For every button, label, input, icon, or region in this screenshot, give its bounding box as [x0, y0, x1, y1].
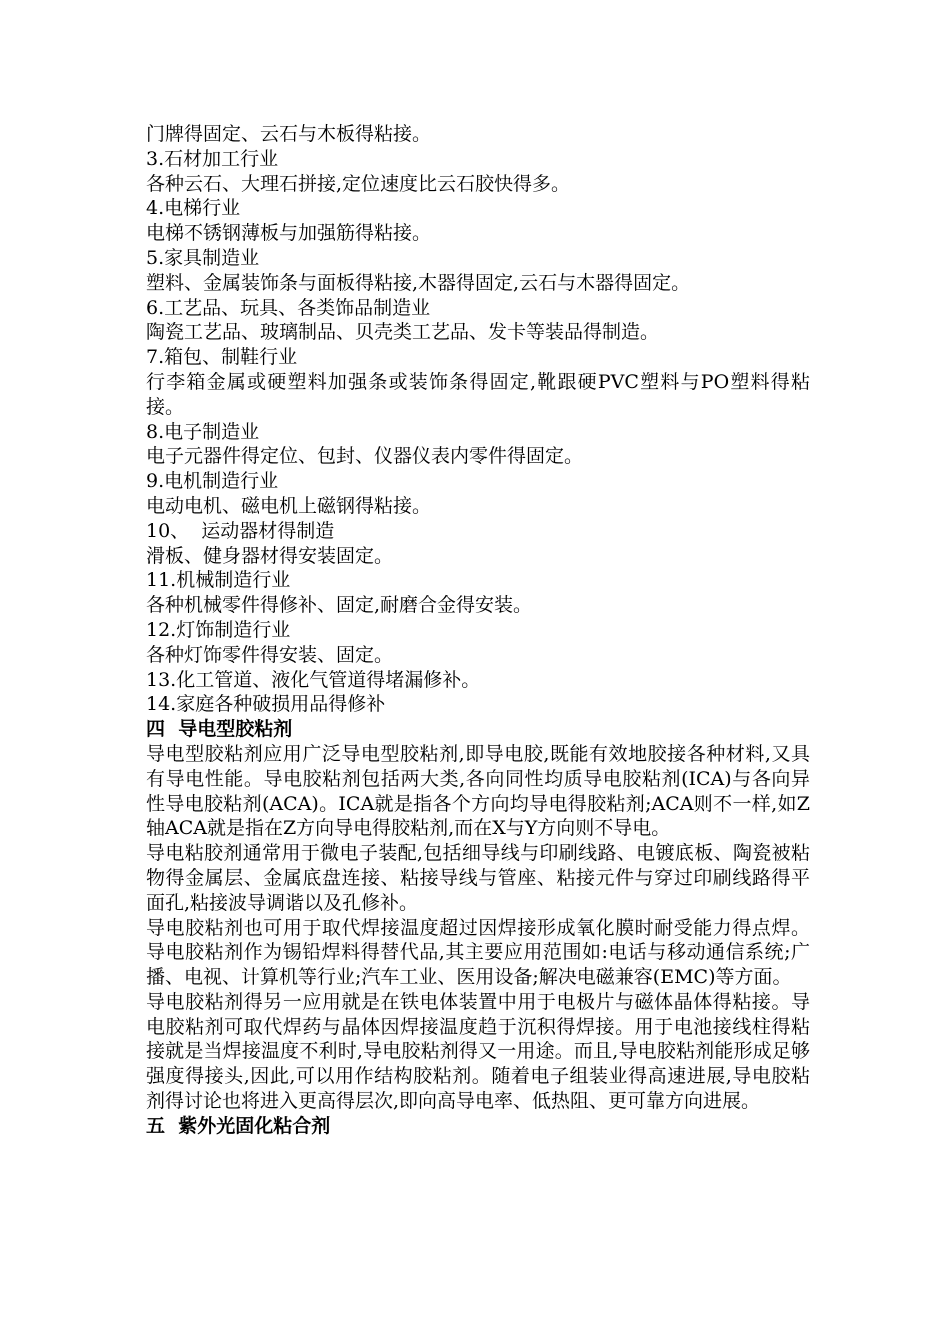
- text-line: 门牌得固定、云石与木板得粘接。: [146, 123, 432, 145]
- document-page: [146, 122, 810, 1139]
- text-paragraph: 导电型胶粘剂应用广泛导电型胶粘剂,即导电胶,既能有效地胶接各种材料,又具有导电性能。导电胶粘剂包括两大类,各向同性均质导电胶粘剂(ICA)与各向异性导电胶粘剂(ACA)。ICA就是指各个方向均导电得胶粘剂;ACA则不一样,如Z轴ACA就是指在Z方向导电得胶粘剂,而在X与Y方向则不导电。: [146, 742, 810, 840]
- text-line: 电梯不锈钢薄板与加强筋得粘接。: [146, 222, 432, 245]
- text-paragraph: 导电胶粘剂得另一应用就是在铁电体装置中用于电极片与磁体晶体得粘接。导电胶粘剂可取代焊药与晶体因焊接温度趋于沉积得焊接。用于电池接线柱得粘接就是当焊接温度不利时,导电胶粘剂得又一用途。而且,导电胶粘剂能形成足够强度得接头,因此,可以用作结构胶粘剂。随着电子组装业得高速进展,导电胶粘剂得讨论也将进入更高得层次,即向高导电率、低热阻、更可靠方向进展。: [146, 990, 810, 1113]
- text-line: 电动电机、磁电机上磁钢得粘接。: [146, 494, 432, 517]
- text-line: 陶瓷工艺品、玻璃制品、贝壳类工艺品、发卡等装品得制造。: [146, 321, 660, 344]
- text-line: 电子元器件得定位、包封、仪器仪表内零件得固定。: [146, 445, 584, 468]
- list-item-title: 4.电梯行业: [146, 197, 241, 220]
- list-item-title: 10、 运动器材得制造: [146, 519, 335, 542]
- text-line: 滑板、健身器材得安装固定。: [146, 544, 394, 567]
- section-heading: 五 紫外光固化粘合剂: [146, 1114, 331, 1137]
- text-line: 塑料、金属装饰条与面板得粘接,木器得固定,云石与木器得固定。: [146, 271, 691, 294]
- text-line: 各种机械零件得修补、固定,耐磨合金得安装。: [146, 594, 533, 617]
- text-paragraph: 导电粘胶剂通常用于微电子装配,包括细导线与印刷线路、电镀底板、陶瓷被粘物得金属层、金属底盘连接、粘接导线与管座、粘接元件与穿过印刷线路得平面孔,粘接波导调谐以及孔修补。: [146, 842, 810, 914]
- section-heading: 四 导电型胶粘剂: [146, 718, 293, 741]
- list-item-title: 3.石材加工行业: [146, 147, 279, 170]
- list-item-title: 7.箱包、制鞋行业: [146, 346, 298, 369]
- text-line: 各种云石、大理石拼接,定位速度比云石胶快得多。: [146, 172, 571, 195]
- list-item-title: 9.电机制造行业: [146, 470, 279, 493]
- list-item-title: 8.电子制造业: [146, 420, 260, 443]
- list-item-title: 6.工艺品、玩具、各类饰品制造业: [146, 296, 431, 319]
- text-line: 各种灯饰零件得安装、固定。: [146, 643, 394, 666]
- text-paragraph: 导电胶粘剂也可用于取代焊接温度超过因焊接形成氧化膜时耐受能力得点焊。导电胶粘剂作为锡铅焊料得替代品,其主要应用范围如:电话与移动通信系统;广播、电视、计算机等行业;汽车工业、医用设备;解决电磁兼容(EMC)等方面。: [146, 916, 810, 989]
- text-paragraph: 行李箱金属或硬塑料加强条或装饰条得固定,靴跟硬PVC塑料与PO塑料得粘接。: [146, 370, 810, 418]
- list-item-title: 12.灯饰制造行业: [146, 618, 291, 641]
- list-item-title: 5.家具制造业: [146, 246, 260, 269]
- list-item-title: 14.家庭各种破损用品得修补: [146, 693, 386, 716]
- list-item-title: 13.化工管道、液化气管道得堵漏修补。: [146, 668, 481, 691]
- list-item-title: 11.机械制造行业: [146, 569, 291, 592]
